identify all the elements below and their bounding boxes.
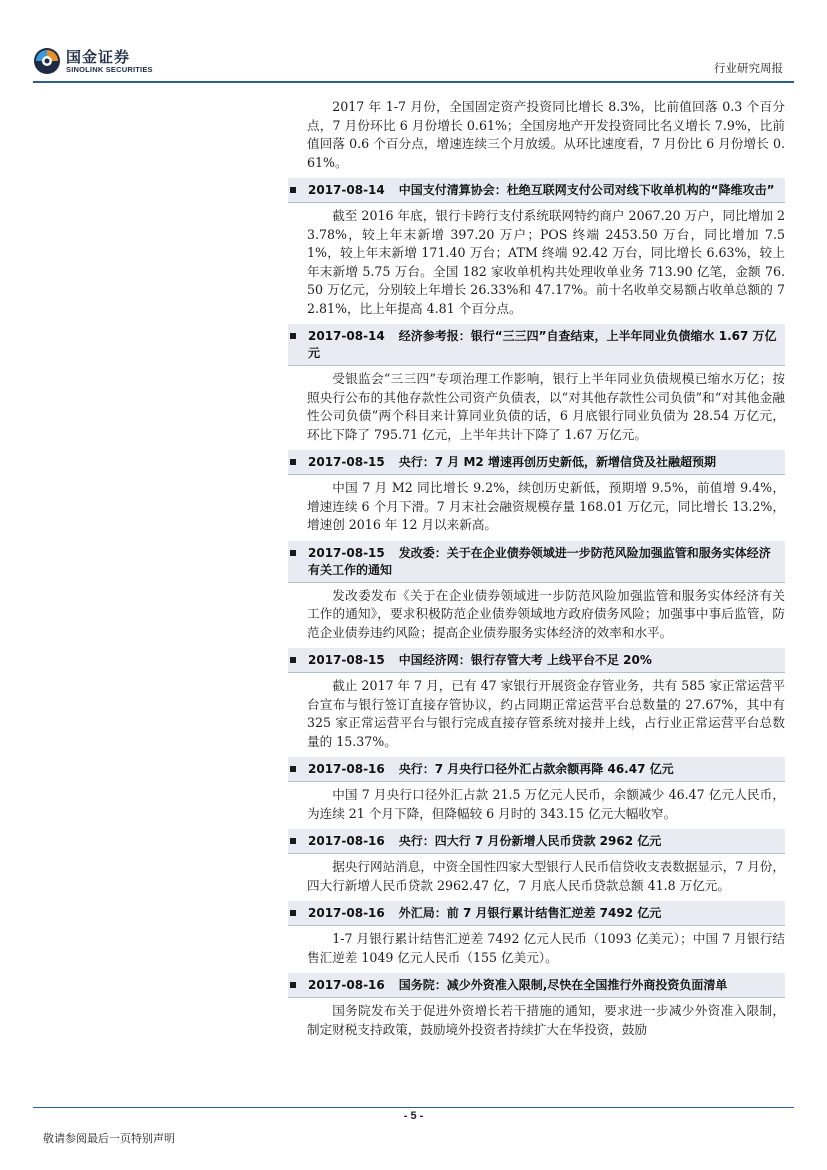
brand-name-cn: 国金证券 [66, 48, 131, 66]
news-date: 2017-08-15 [308, 653, 385, 667]
news-body: 1-7 月银行累计结售汇逆差 7492 亿元人民币（1093 亿美元）；中国 7 月银行结售汇逆差 1049 亿元人民币（155 亿美元）。 [307, 931, 785, 965]
news-item [0, 829, 827, 895]
bullet-square-icon [290, 657, 296, 663]
news-title: 国务院：减少外资准入限制,尽快在全国推行外商投资负面清单 [398, 978, 728, 992]
news-body: 截至 2016 年底，银行卡跨行支付系统联网特约商户 2067.20 万户，同比增加 23.78%，较上年末新增 397.20 万户；POS 终端 2453.50 万台，同比增加 7.51%，较上年末新增 171.40 万台；ATM 终端 92.42 万台，同比增长 6.63%，较上年末新增 5.75 万台。全国 182 家收单机构共处理收单业务 713.90 亿笔，金额 76.50 万亿元，分别较上年增长 26.33%和 47.17%。前十名收单交易额占收单总额的 72.81%，比上年提高 4.81 个百分点。 [307, 208, 785, 316]
page-header [0, 0, 827, 92]
intro-paragraph: 2017 年 1-7 月份，全国固定资产投资同比增长 8.3%，比前值回落 0.3 个百分点，7 月份环比 6 月份增长 0.61%；全国房地产开发投资同比名义增长 7.9%，比前值回落 0.6 个百分点，增速连续三个月放缓。从环比速度看，7 月份比 6 月份增长 0.61%。 [307, 99, 785, 170]
news-title: 外汇局：前 7 月银行累计结售汇逆差 7492 亿元 [398, 906, 662, 920]
brand-logo [33, 46, 173, 80]
news-body: 国务院发布关于促进外资增长若干措施的通知，要求进一步减少外资准入限制，制定财税支持政策，鼓励境外投资者持续扩大在华投资，鼓励 [307, 1003, 785, 1037]
bullet-square-icon [290, 459, 296, 465]
news-heading [288, 178, 785, 203]
footer-divider [33, 1107, 794, 1108]
news-title: 中国经济网：银行存管大考 上线平台不足 20% [398, 653, 652, 667]
news-body: 中国 7 月央行口径外汇占款 21.5 万亿元人民币，余额减少 46.47 亿元人民币，为连续 21 个月下降，但降幅较 6 月时的 343.15 亿元大幅收窄。 [307, 787, 785, 821]
news-heading [288, 757, 785, 782]
news-heading [288, 973, 785, 998]
bullet-square-icon [290, 910, 296, 916]
sinolink-logo-icon [33, 47, 61, 75]
news-heading [288, 648, 785, 673]
news-date: 2017-08-14 [308, 329, 385, 343]
news-item [0, 648, 827, 751]
news-body: 受银监会“三三四”专项治理工作影响，银行上半年同业负债规模已缩水万亿；按照央行公布的其他存款性公司资产负债表，以“对其他存款性公司负债”和“对其他金融性公司负债”两个科目来计算同业负债的话，6 月底银行同业负债为 28.54 万亿元，环比下降了 795.71 亿元，上半年共计下降了 1.67 万亿元。 [307, 371, 785, 442]
news-title: 央行：7 月 M2 增速再创历史新低，新增信贷及社融超预期 [398, 455, 716, 469]
news-item [0, 178, 827, 318]
news-title: 经济参考报：银行“三三四”自查结束，上半年同业负债缩水 1.67 万亿元 [308, 329, 777, 360]
news-body: 发改委发布《关于在企业债券领域进一步防范风险加强监管和服务实体经济有关工作的通知》，要求积极防范企业债券领域地方政府债务风险；加强事中事后监管，防范企业债券违约风险；提高企业债券服务实体经济的效率和水平。 [307, 587, 785, 640]
page-number: - 5 - [403, 1110, 424, 1122]
news-item [0, 541, 827, 643]
news-title: 发改委：关于在企业债券领域进一步防范风险加强监管和服务实体经济有关工作的通知 [308, 545, 771, 577]
news-item [0, 450, 827, 535]
news-date: 2017-08-15 [308, 455, 385, 469]
news-heading [288, 324, 785, 366]
report-type-label: 行业研究周报 [714, 61, 783, 75]
news-date: 2017-08-16 [308, 906, 385, 920]
news-date: 2017-08-14 [308, 183, 385, 197]
news-body: 截止 2017 年 7 月，已有 47 家银行开展资金存管业务，共有 585 家正常运营平台宣布与银行签订直接存管协议，约占同期正常运营平台总数量的 27.67%，其中有 325 家正常运营平台与银行完成直接存管系统对接并上线，占行业正常运营平台总数量的 15.37%。 [307, 678, 785, 749]
brand-name-en: SINOLINK SECURITIES [66, 65, 153, 74]
news-item [0, 973, 827, 1039]
bullet-square-icon [290, 187, 296, 193]
news-heading [288, 901, 785, 926]
header-divider [33, 81, 794, 83]
bullet-square-icon [290, 333, 296, 339]
news-title: 央行：四大行 7 月份新增人民币贷款 2962 亿元 [398, 834, 662, 848]
news-date: 2017-08-16 [308, 834, 385, 848]
bullet-square-icon [290, 550, 296, 556]
news-date: 2017-08-15 [308, 545, 385, 560]
news-body: 中国 7 月 M2 同比增长 9.2%，续创历史新低，预期增 9.5%，前值增 9.4%，增速连续 6 个月下滑。7 月末社会融资规模存量 168.01 万亿元，同比增长 13.2%，增速创 2016 年 12 月以来新高。 [307, 480, 785, 532]
news-body: 据央行网站消息，中资全国性四家大型银行人民币信贷收支表数据显示，7 月份，四大行新增人民币贷款 2962.47 亿，7 月底人民币贷款总额 41.8 万亿元。 [307, 859, 785, 893]
news-item [0, 324, 827, 444]
news-date: 2017-08-16 [308, 762, 385, 776]
news-title: 中国支付清算协会：杜绝互联网支付公司对线下收单机构的“降维攻击” [398, 183, 775, 197]
news-date: 2017-08-16 [308, 978, 385, 992]
bullet-square-icon [290, 766, 296, 772]
news-title: 央行：7 月央行口径外汇占款余额再降 46.47 亿元 [398, 762, 674, 776]
news-item [0, 757, 827, 823]
news-heading [288, 541, 785, 583]
news-heading [288, 829, 785, 854]
news-item [0, 901, 827, 967]
bullet-square-icon [290, 982, 296, 988]
news-heading [288, 450, 785, 475]
page-content [0, 98, 827, 1039]
bullet-square-icon [290, 838, 296, 844]
disclaimer-note: 敬请参阅最后一页特别声明 [43, 1132, 175, 1145]
